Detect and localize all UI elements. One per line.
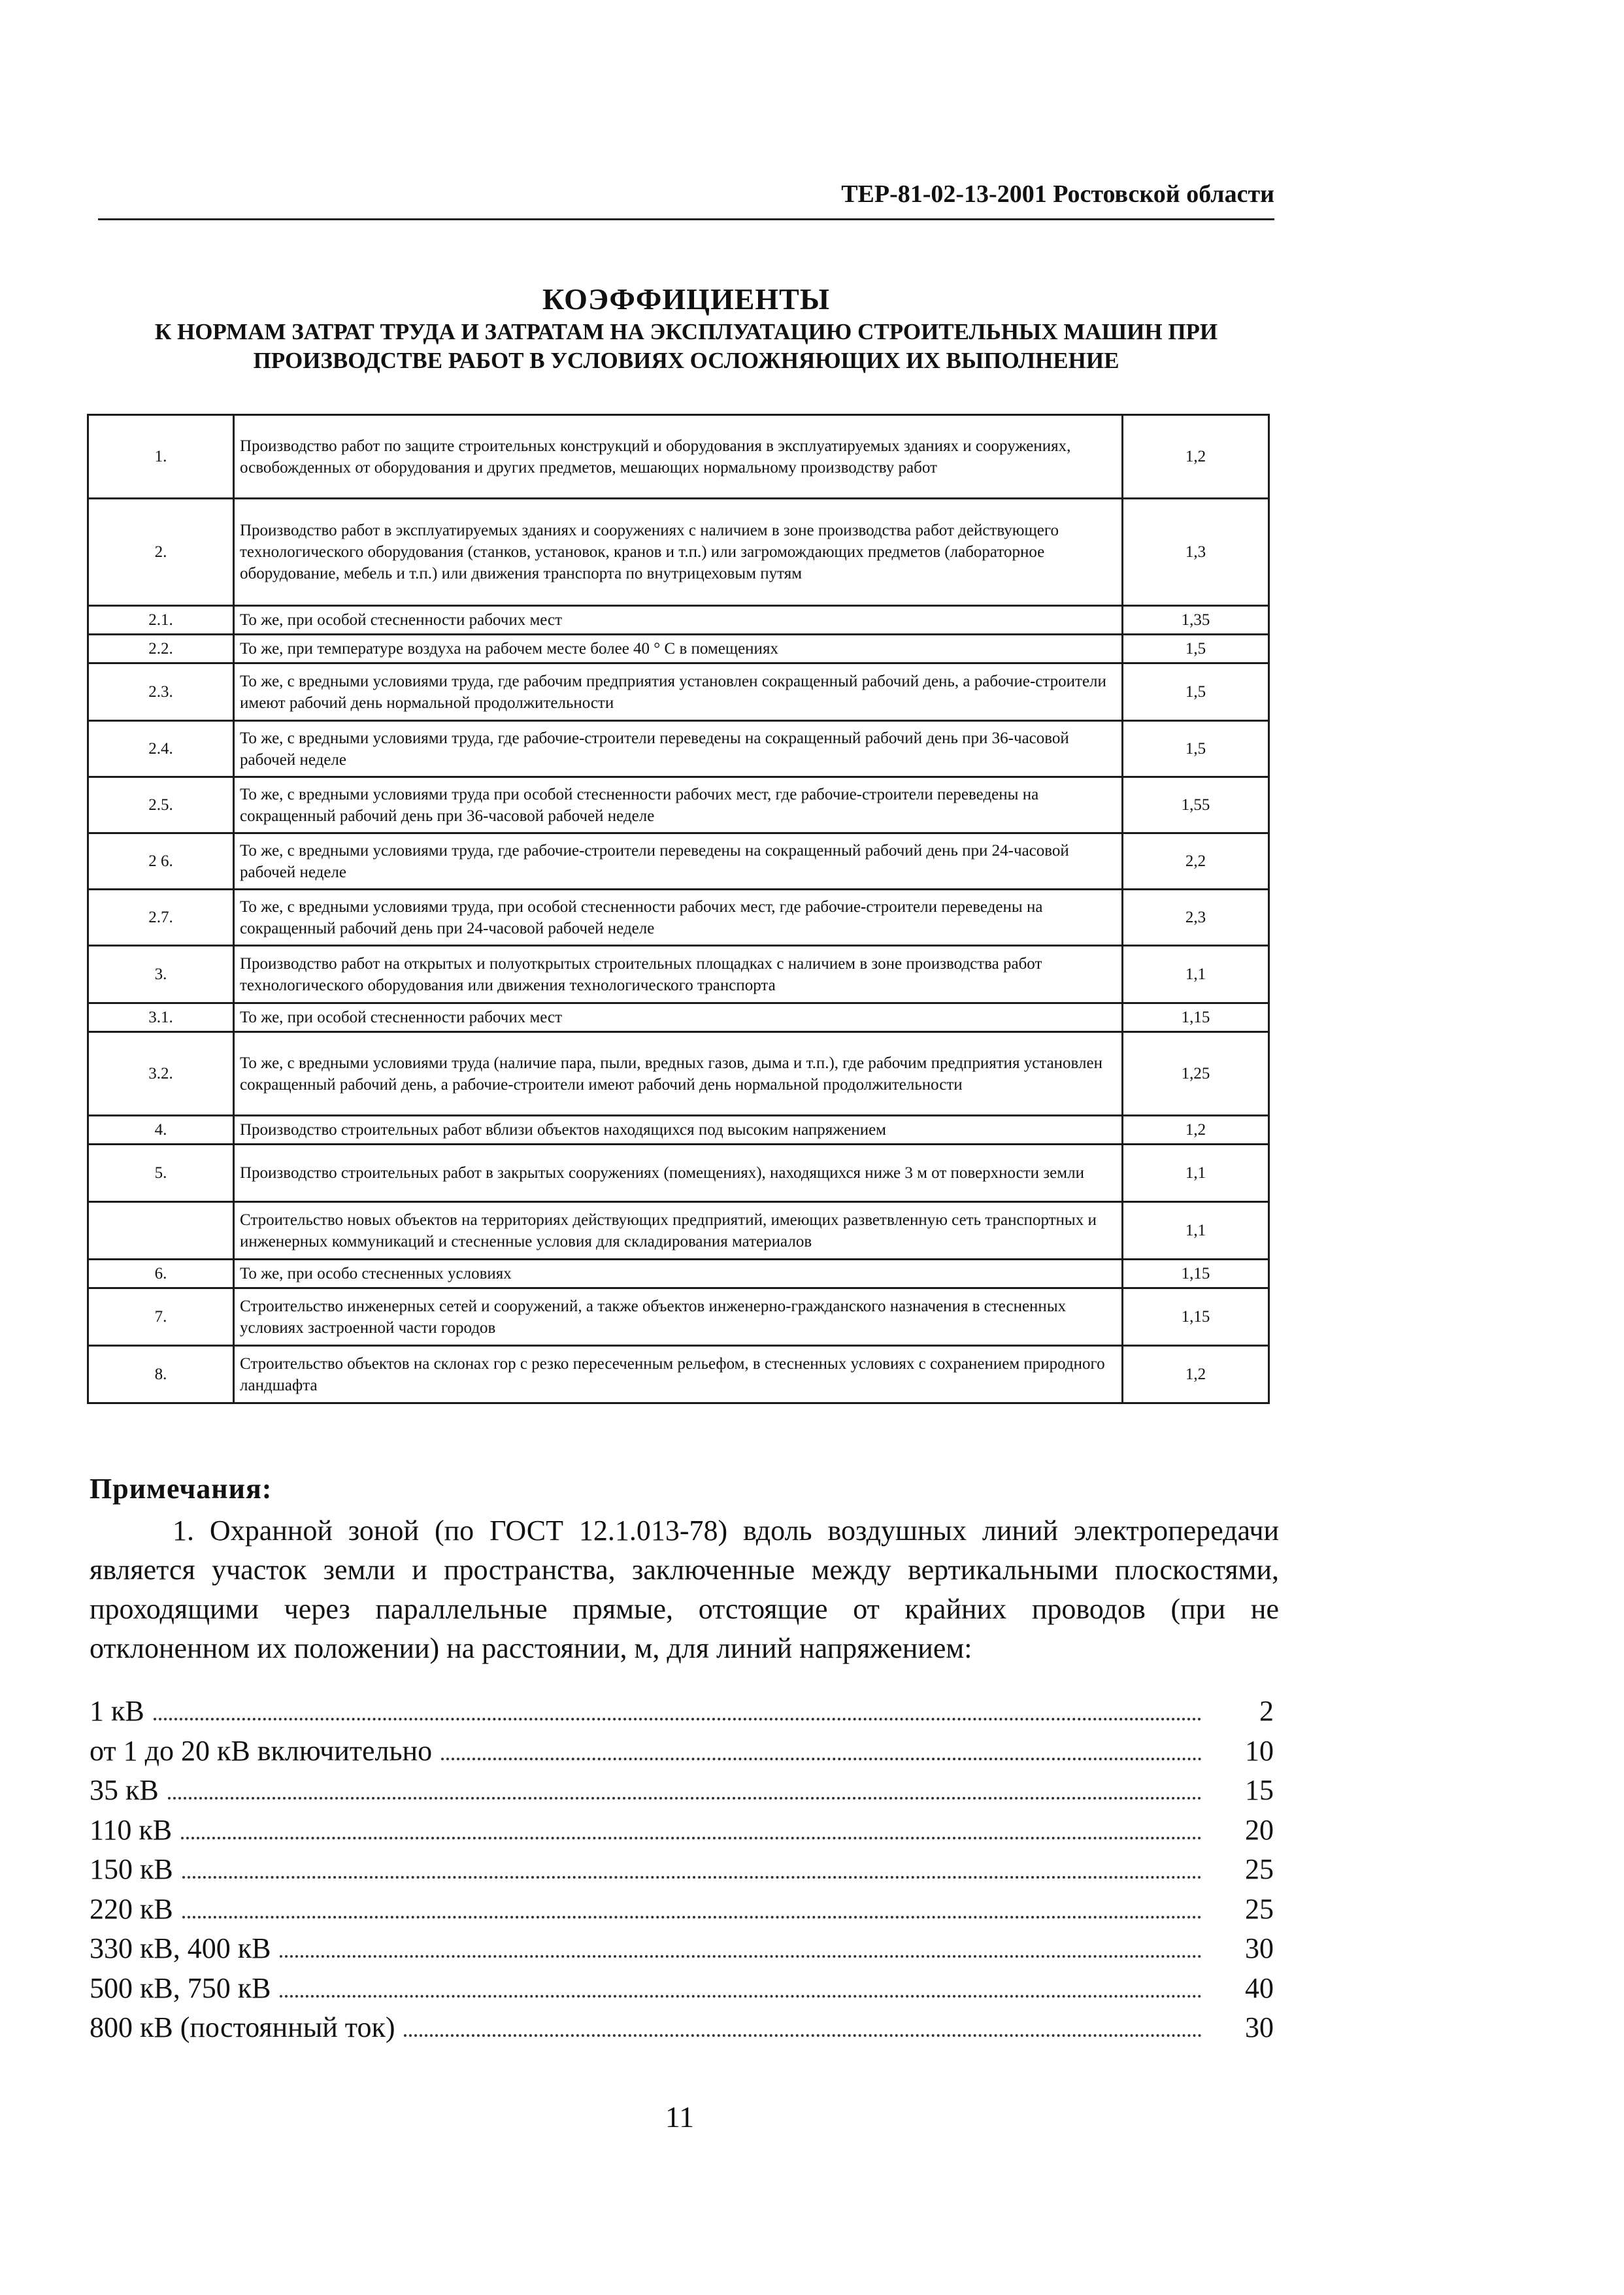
row-coefficient: 1,15 (1123, 1260, 1269, 1288)
table-row (88, 1260, 1269, 1288)
table-row (88, 606, 1269, 635)
table-row (88, 1288, 1269, 1346)
row-number (88, 1202, 234, 1260)
list-item (90, 1932, 1274, 1971)
row-coefficient: 1,2 (1123, 1346, 1269, 1403)
row-description: То же, при температуре воздуха на рабочем месте более 40 ° С в помещениях (234, 635, 1123, 663)
row-number: 2 6. (88, 833, 234, 890)
table-row (88, 1116, 1269, 1145)
distance-value: 25 (1245, 1892, 1274, 1925)
list-item (90, 1773, 1274, 1813)
row-number: 2.2. (88, 635, 234, 663)
row-description: Производство работ на открытых и полуоткрытых строительных площадках с наличием в зоне производства работ технологического оборудования или движения технологического транспорта (234, 946, 1123, 1003)
table-row (88, 415, 1269, 499)
row-coefficient: 1,5 (1123, 635, 1269, 663)
dot-leader (181, 1837, 1202, 1839)
row-coefficient: 1,15 (1123, 1288, 1269, 1346)
row-coefficient: 1,35 (1123, 606, 1269, 635)
table-row (88, 663, 1269, 721)
voltage-label: 150 кВ (90, 1853, 173, 1885)
row-number: 4. (88, 1116, 234, 1145)
row-description: То же, с вредными условиями труда при особой стесненности рабочих мест, где рабочие-строители переведены на сокращенный рабочий день при 36-часовой рабочей неделе (234, 777, 1123, 833)
row-coefficient: 1,1 (1123, 946, 1269, 1003)
distance-value: 30 (1245, 1932, 1274, 1964)
row-coefficient: 1,25 (1123, 1032, 1269, 1116)
page-title: КОЭФФИЦИЕНТЫ (542, 282, 831, 316)
row-description: Производство строительных работ вблизи объектов находящихся под высоким напряжением (234, 1116, 1123, 1145)
voltage-label: 1 кВ (90, 1695, 144, 1727)
list-item (90, 1892, 1274, 1932)
distance-value: 10 (1245, 1734, 1274, 1767)
note-paragraph-1: 1. Охранной зоной (по ГОСТ 12.1.013-78) вдоль воздушных линий электропередачи является участок земли и пространства, заключенные между вертикальными плоскостями, проходящими через параллельные прямые, отстоящие от крайних проводов (при не отклоненном их положении) на расстоянии, м, для линий напряжением: (90, 1515, 1279, 1664)
table-row (88, 1346, 1269, 1403)
table-row (88, 721, 1269, 777)
row-number: 2. (88, 499, 234, 606)
row-coefficient: 1,2 (1123, 415, 1269, 499)
distance-value: 20 (1245, 1813, 1274, 1846)
row-coefficient: 1,5 (1123, 721, 1269, 777)
row-description: Строительство новых объектов на территориях действующих предприятий, имеющих разветвленную сеть транспортных и инженерных коммуникаций и стесненные условия для складирования материалов (234, 1202, 1123, 1260)
title-subtitle-line-2: ПРОИЗВОДСТВЕ РАБОТ В УСЛОВИЯХ ОСЛОЖНЯЮЩИХ ИХ ВЫПОЛНЕНИЕ (253, 348, 1119, 373)
coefficients-table (87, 414, 1270, 1404)
row-coefficient: 1,2 (1123, 1116, 1269, 1145)
voltage-label: 800 кВ (постоянный ток) (90, 2011, 395, 2043)
title-subtitle-line-1: К НОРМАМ ЗАТРАТ ТРУДА И ЗАТРАТАМ НА ЭКСПЛУАТАЦИЮ СТРОИТЕЛЬНЫХ МАШИН ПРИ (154, 319, 1218, 344)
distance-list (90, 1694, 1274, 2051)
page-number: 11 (665, 2100, 695, 2134)
table-row (88, 946, 1269, 1003)
voltage-label: 35 кВ (90, 1774, 159, 1806)
dot-leader (154, 1718, 1202, 1720)
row-description: То же, с вредными условиями труда, при особой стесненности рабочих мест, где рабочие-строители переведены на сокращенный рабочий день при 24-часовой рабочей неделе (234, 890, 1123, 946)
list-item (90, 1971, 1274, 2011)
row-description: Производство работ по защите строительных конструкций и оборудования в эксплуатируемых зданиях и сооружениях, освобожденных от оборудования и других предметов, мешающих нормальному производству работ (234, 415, 1123, 499)
coefficients-table-body (88, 415, 1269, 1403)
notes-heading: Примечания: (90, 1473, 273, 1505)
dot-leader (168, 1797, 1202, 1800)
dot-leader (404, 2034, 1202, 2037)
row-number: 3.1. (88, 1003, 234, 1032)
distance-value: 2 (1259, 1695, 1274, 1727)
dot-leader (182, 1916, 1202, 1918)
table-row (88, 499, 1269, 606)
voltage-label: 110 кВ (90, 1813, 173, 1846)
row-number: 2.1. (88, 606, 234, 635)
row-coefficient: 2,3 (1123, 890, 1269, 946)
row-description: То же, при особо стесненных условиях (234, 1260, 1123, 1288)
row-coefficient: 1,15 (1123, 1003, 1269, 1032)
row-description: Строительство инженерных сетей и сооружений, а также объектов инженерно-гражданского назначения в стесненных условиях застроенной части городов (234, 1288, 1123, 1346)
list-item (90, 1852, 1274, 1892)
row-description: То же, при особой стесненности рабочих мест (234, 1003, 1123, 1032)
row-number: 8. (88, 1346, 234, 1403)
table-row (88, 1145, 1269, 1202)
row-coefficient: 1,1 (1123, 1202, 1269, 1260)
document-code: ТЕР-81-02-13-2001 Ростовской области (841, 180, 1274, 208)
list-item (90, 1813, 1274, 1853)
row-number: 6. (88, 1260, 234, 1288)
row-number: 1. (88, 415, 234, 499)
voltage-label: 330 кВ, 400 кВ (90, 1932, 271, 1964)
list-item (90, 1694, 1274, 1734)
row-description: То же, при особой стесненности рабочих мест (234, 606, 1123, 635)
voltage-label: от 1 до 20 кВ включительно (90, 1734, 433, 1767)
list-item (90, 1734, 1274, 1774)
row-number: 2.3. (88, 663, 234, 721)
distance-value: 40 (1245, 1971, 1274, 2004)
table-row (88, 635, 1269, 663)
row-description: Строительство объектов на склонах гор с резко пересеченным рельефом, в стесненных условиях с сохранением природного ландшафта (234, 1346, 1123, 1403)
row-description: То же, с вредными условиями труда, где рабочие-строители переведены на сокращенный рабочий день при 36-часовой рабочей неделе (234, 721, 1123, 777)
row-coefficient: 1,5 (1123, 663, 1269, 721)
table-row (88, 1003, 1269, 1032)
row-description: Производство работ в эксплуатируемых зданиях и сооружениях с наличием в зоне производства работ действующего технологического оборудования (станков, установок, кранов и т.п.) или загромождающих предметов (лабораторное оборудование, мебель и т.п.) или движения транспорта по внутрицеховым путям (234, 499, 1123, 606)
row-description: Производство строительных работ в закрытых сооружениях (помещениях), находящихся ниже 3 м от поверхности земли (234, 1145, 1123, 1202)
dot-leader (280, 1955, 1202, 1958)
row-description: То же, с вредными условиями труда, где рабочим предприятия установлен сокращенный рабочий день, а рабочие-строители имеют рабочий день нормальной продолжительности (234, 663, 1123, 721)
table-row (88, 833, 1269, 890)
row-number: 5. (88, 1145, 234, 1202)
voltage-label: 500 кВ, 750 кВ (90, 1971, 271, 2004)
table-row (88, 890, 1269, 946)
title-block (65, 281, 1307, 375)
row-number: 3.2. (88, 1032, 234, 1116)
list-item (90, 2011, 1274, 2051)
row-coefficient: 1,1 (1123, 1145, 1269, 1202)
row-coefficient: 2,2 (1123, 833, 1269, 890)
row-number: 7. (88, 1288, 234, 1346)
row-number: 2.4. (88, 721, 234, 777)
row-description: То же, с вредными условиями труда (наличие пара, пыли, вредных газов, дыма и т.п.), где рабочим предприятия установлен сокращенный рабочий день, а рабочие-строители имеют рабочий день нормальной продолжительности (234, 1032, 1123, 1116)
dot-leader (280, 1995, 1202, 1998)
table-row (88, 777, 1269, 833)
voltage-label: 220 кВ (90, 1892, 173, 1925)
row-number: 2.5. (88, 777, 234, 833)
distance-value: 15 (1245, 1774, 1274, 1806)
distance-value: 25 (1245, 1853, 1274, 1885)
dot-leader (441, 1758, 1202, 1760)
row-number: 2.7. (88, 890, 234, 946)
row-number: 3. (88, 946, 234, 1003)
distance-value: 30 (1245, 2011, 1274, 2043)
table-row (88, 1202, 1269, 1260)
row-coefficient: 1,3 (1123, 499, 1269, 606)
row-coefficient: 1,55 (1123, 777, 1269, 833)
dot-leader (182, 1876, 1202, 1879)
table-row (88, 1032, 1269, 1116)
document-header (98, 178, 1274, 220)
row-description: То же, с вредными условиями труда, где рабочие-строители переведены на сокращенный рабочий день при 24-часовой рабочей неделе (234, 833, 1123, 890)
